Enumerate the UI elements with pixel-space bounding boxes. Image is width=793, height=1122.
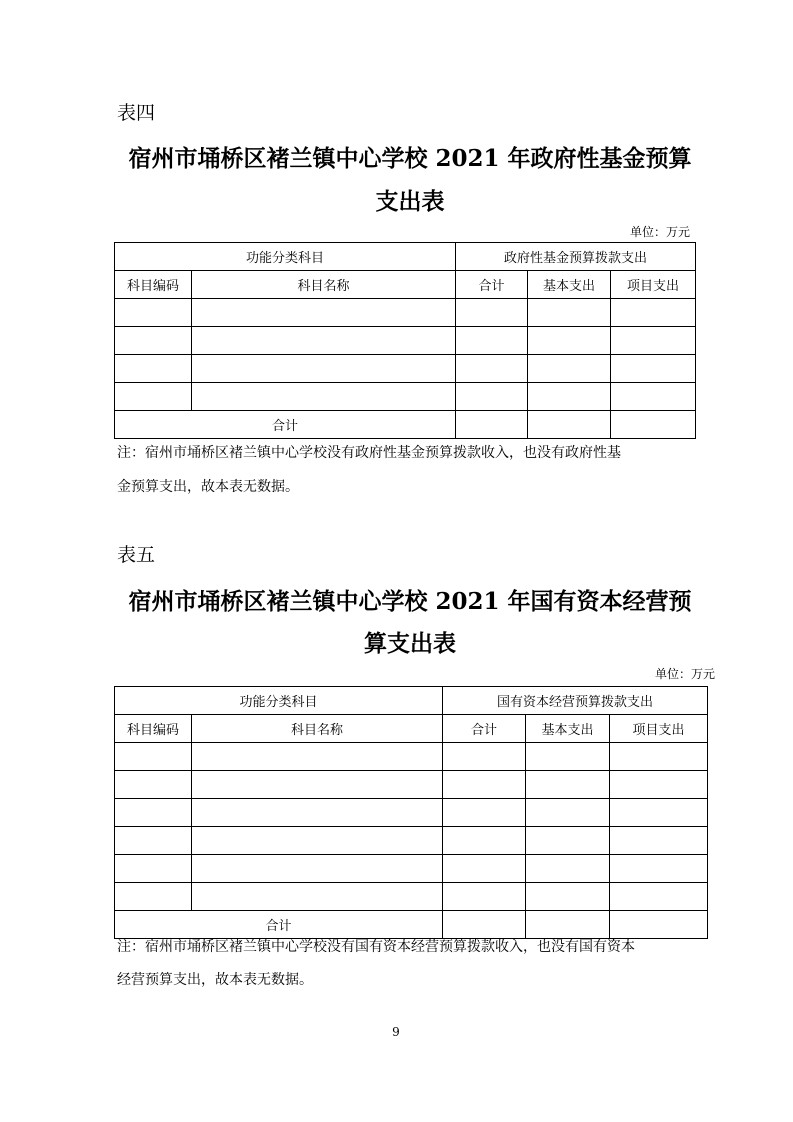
column-header: 科目名称: [192, 271, 456, 299]
table-row: [115, 855, 708, 883]
table5-note-line1: 注：宿州市埇桥区褚兰镇中心学校没有国有资本经营预算拨款收入，也没有国有资本: [117, 939, 635, 955]
table4-note-line1: 注：宿州市埇桥区褚兰镇中心学校没有政府性基金预算拨款收入，也没有政府性基: [117, 445, 621, 461]
table-row: [115, 743, 708, 771]
column-header: 项目支出: [611, 271, 696, 299]
table-row: [115, 355, 696, 383]
table-row: [115, 883, 708, 911]
column-header: 科目名称: [192, 715, 443, 743]
column-header: 合计: [443, 715, 526, 743]
column-header: 基本支出: [528, 271, 611, 299]
table5-group-header-row: [115, 687, 708, 715]
table5-group-right: 国有资本经营预算拨款支出: [443, 687, 708, 715]
table4-group-header-row: [115, 243, 696, 271]
table5-label: 表五: [117, 544, 156, 566]
column-header: 项目支出: [610, 715, 708, 743]
table5: [114, 686, 708, 939]
table4-label: 表四: [117, 102, 156, 124]
table4-total-row: [115, 411, 696, 439]
table4: [114, 242, 696, 439]
table5-column-header-row: [115, 715, 708, 743]
page-number: 9: [392, 1025, 400, 1039]
table4-group-left: 功能分类科目: [115, 243, 456, 271]
table-row: [115, 799, 708, 827]
column-header: 科目编码: [115, 715, 192, 743]
total-label: 合计: [115, 411, 456, 439]
table4-title-line2: 支出表: [375, 188, 445, 215]
table4-title-line1: 宿州市埇桥区褚兰镇中心学校 2021 年政府性基金预算: [128, 145, 692, 172]
table4-unit: 单位：万元: [629, 225, 690, 239]
table-row: [115, 299, 696, 327]
table5-group-left: 功能分类科目: [115, 687, 443, 715]
column-header: 科目编码: [115, 271, 192, 299]
table4-note-line2: 金预算支出，故本表无数据。: [117, 479, 299, 495]
table5-title-line1: 宿州市埇桥区褚兰镇中心学校 2021 年国有资本经营预: [128, 588, 692, 615]
table4-column-header-row: [115, 271, 696, 299]
table-row: [115, 327, 696, 355]
table-row: [115, 827, 708, 855]
column-header: 合计: [456, 271, 528, 299]
table5-note-line2: 经营预算支出，故本表无数据。: [117, 972, 313, 988]
table5-unit: 单位：万元: [654, 667, 715, 681]
table-row: [115, 383, 696, 411]
table4-group-right: 政府性基金预算拨款支出: [456, 243, 696, 271]
table5-title-line2: 算支出表: [364, 630, 456, 657]
table-row: [115, 771, 708, 799]
total-label: 合计: [115, 911, 443, 939]
column-header: 基本支出: [526, 715, 610, 743]
